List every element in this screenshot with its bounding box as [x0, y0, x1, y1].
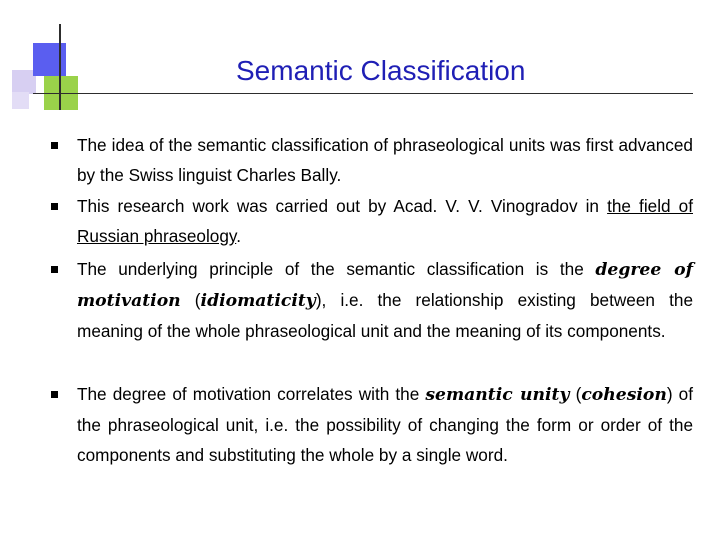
title-rule — [33, 93, 693, 94]
decor-square-lavender-small — [12, 92, 29, 109]
bullet-square-icon — [51, 142, 58, 149]
emphasized-term: semantic unity — [425, 385, 570, 405]
decor-square-blue — [33, 43, 66, 76]
text-run: ( — [180, 290, 201, 310]
bullet-item — [48, 191, 693, 254]
slide-title: Semantic Classification — [236, 55, 526, 86]
bullet-text — [77, 379, 693, 470]
text-run: The underlying principle of the semantic classification is the — [77, 259, 596, 279]
bullet-text — [77, 130, 693, 190]
text-run: ( — [569, 384, 582, 404]
emphasized-term: idiomaticity — [200, 291, 316, 311]
emphasized-term: cohesion — [581, 385, 667, 405]
bullet-square-icon — [51, 391, 58, 398]
bullet-item — [48, 379, 693, 470]
bullet-text — [77, 254, 693, 346]
text-run: ) of the phraseological unit, i.e. the possibility of changing the form or order of the components and substituting the whole by a single word. — [77, 384, 694, 465]
text-run: The degree of motivation correlates with the — [77, 384, 426, 404]
bullet-list — [48, 130, 693, 470]
bullet-square-icon — [51, 266, 58, 273]
text-run: The idea of the semantic classification of phraseological units was first advanced by the Swiss linguist Charles Bally. — [77, 135, 693, 185]
bullet-item — [48, 254, 693, 379]
emphasized-term: degree of motivation — [77, 260, 693, 311]
decor-vertical-line — [59, 24, 61, 110]
bullet-text — [77, 191, 693, 251]
bullet-item — [48, 130, 693, 191]
bullet-square-icon — [51, 203, 58, 210]
text-run: . — [236, 226, 242, 246]
text-run: ), i.e. the relationship existing between the meaning of the whole phraseological unit and the meaning of its components. — [77, 290, 694, 341]
text-run: This research work was carried out by Acad. V. V. Vinogradov in — [77, 196, 608, 216]
underlined-phrase: the field of Russian phraseology — [77, 196, 693, 246]
